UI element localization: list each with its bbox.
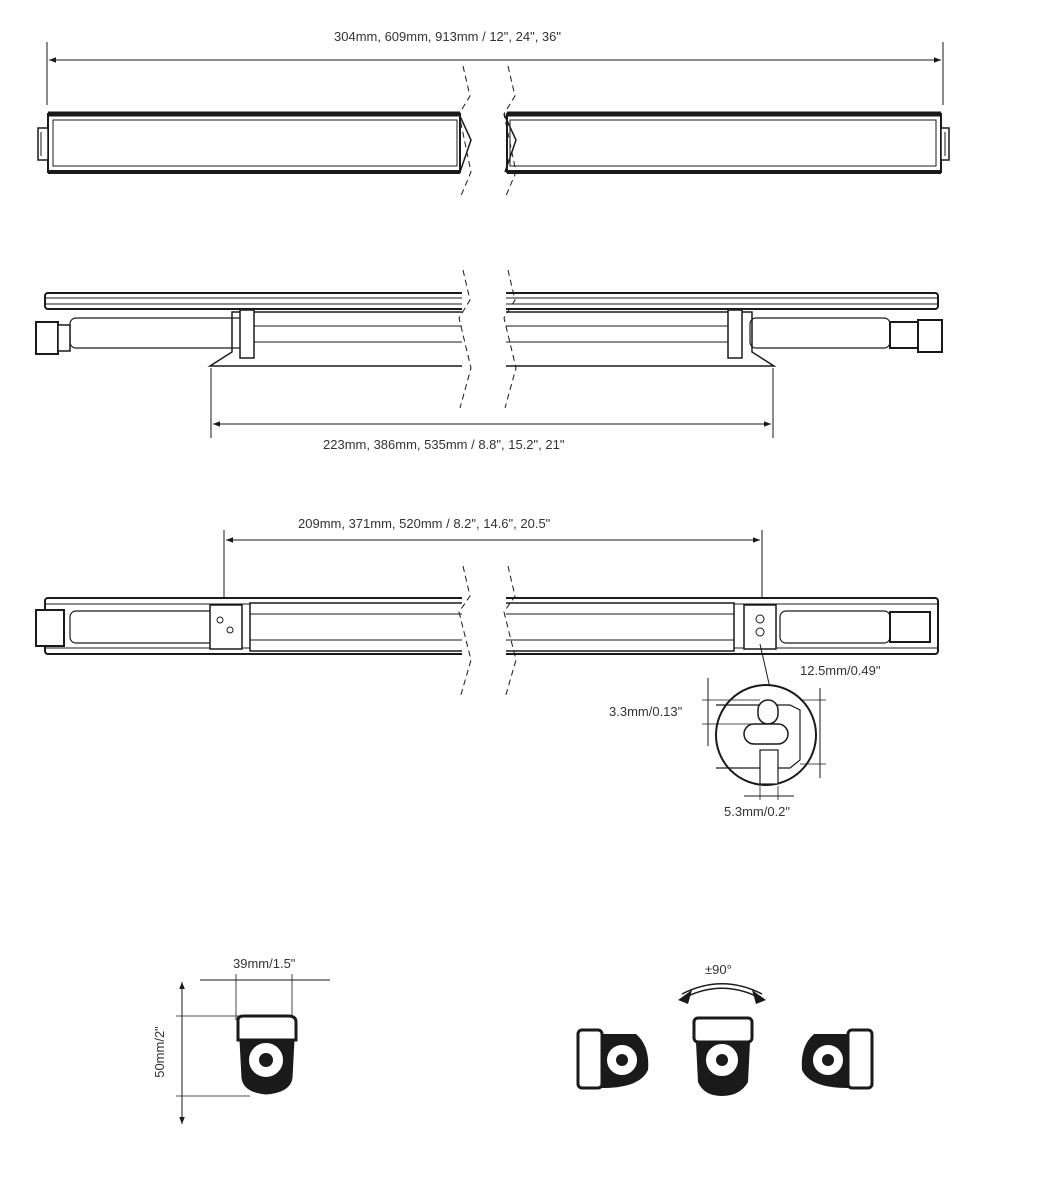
rotation-view xyxy=(578,986,872,1096)
end-cap-left xyxy=(38,128,48,160)
top-view xyxy=(38,42,949,202)
end-height-label: 50mm/2" xyxy=(151,1026,167,1078)
fixture-end-profile xyxy=(238,1016,296,1094)
mounting-slot xyxy=(758,700,778,724)
side-view xyxy=(36,270,942,438)
cable-right xyxy=(780,611,890,643)
length-label: 304mm, 609mm, 913mm / 12", 24", 36" xyxy=(334,29,561,44)
break-gap xyxy=(462,566,506,698)
connector-left xyxy=(36,610,64,646)
mounting-slot xyxy=(744,724,788,744)
fixture-upright xyxy=(694,1018,752,1096)
bracket-span-label: 223mm, 386mm, 535mm / 8.8", 15.2", 21" xyxy=(323,437,565,452)
cable-right xyxy=(750,318,942,352)
slot-length-label: 5.3mm/0.2" xyxy=(724,804,791,819)
hole-span-label: 209mm, 371mm, 520mm / 8.2", 14.6", 20.5" xyxy=(298,516,551,531)
rotation-label: ±90° xyxy=(705,962,732,977)
break-gap xyxy=(462,270,506,408)
end-width-label: 39mm/1.5" xyxy=(233,956,296,971)
end-view xyxy=(176,974,330,1124)
connector-right xyxy=(890,612,930,642)
end-cap-right xyxy=(941,128,949,160)
fixture-body-right xyxy=(507,114,941,172)
cable-left xyxy=(70,611,220,643)
cable-left xyxy=(36,318,246,354)
fixture-body-left xyxy=(48,114,460,172)
slot-width-label: 3.3mm/0.13" xyxy=(609,704,683,719)
edge-offset-label: 12.5mm/0.49" xyxy=(800,663,881,678)
fixture-rotated-left xyxy=(578,1030,648,1088)
fixture-rotated-right xyxy=(802,1030,872,1088)
